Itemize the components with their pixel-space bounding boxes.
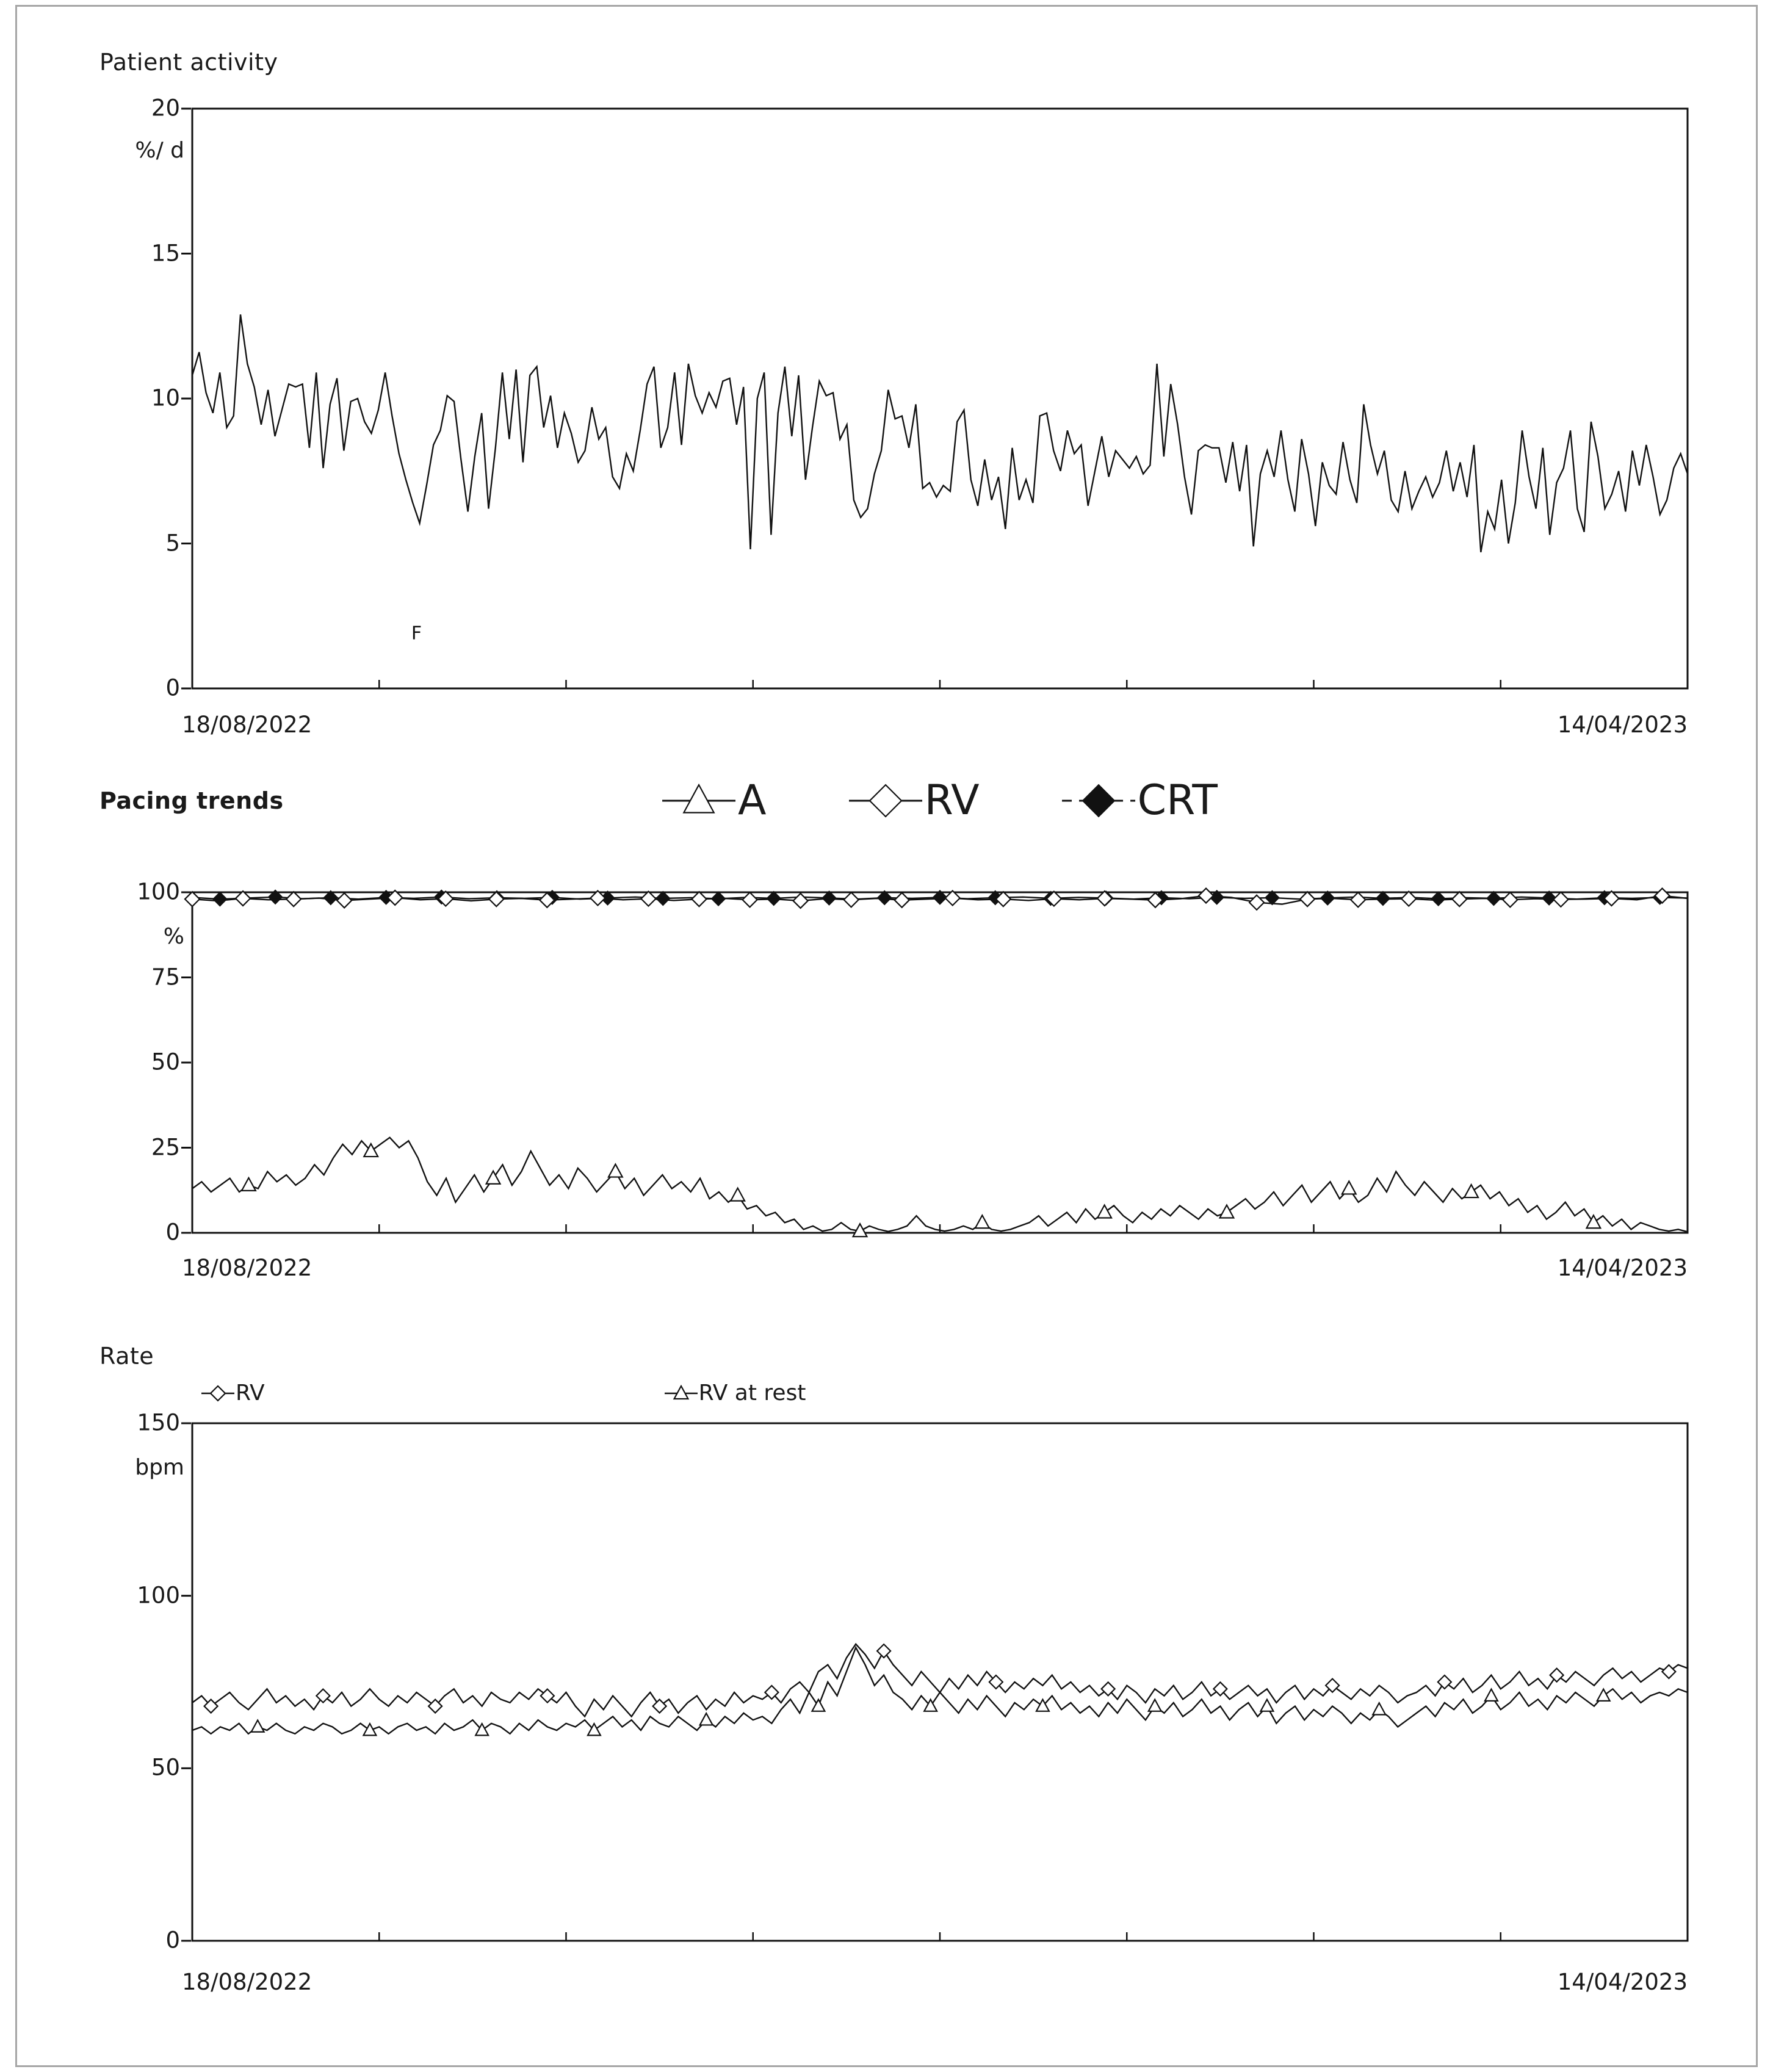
diamond-filled-legend-icon xyxy=(1062,779,1135,823)
y-axis-unit-bpm: bpm xyxy=(135,1455,184,1480)
y-tick-label: 75 xyxy=(151,964,180,991)
triangle-marker xyxy=(684,785,713,813)
y-tick-label: 150 xyxy=(137,1409,180,1436)
y-axis-unit-percent-per-day: %/ d xyxy=(135,138,184,163)
triangle-legend-icon xyxy=(662,779,735,823)
legend-label: RV at rest xyxy=(698,1381,806,1406)
y-tick-label: 0 xyxy=(165,674,180,701)
y-tick-label: 5 xyxy=(165,530,180,557)
x-axis-end-date: 14/04/2023 xyxy=(1557,1255,1688,1281)
legend-item-rv-at-rest xyxy=(665,1381,806,1406)
legend-item-rv xyxy=(201,1381,265,1406)
legend-label: A xyxy=(738,776,767,825)
rate-plot xyxy=(192,1423,1688,1941)
x-axis-end-date: 14/04/2023 xyxy=(1557,712,1688,738)
y-tick-label: 50 xyxy=(151,1049,180,1075)
y-tick-label: 25 xyxy=(151,1134,180,1161)
legend-item-a xyxy=(662,776,767,825)
y-tick-label: 10 xyxy=(151,384,180,411)
diamond-marker xyxy=(870,785,901,817)
legend-item-crt xyxy=(1062,776,1218,825)
pacing-trends-legend xyxy=(662,776,1218,825)
patient-activity-plot xyxy=(192,109,1688,688)
diamond-marker xyxy=(211,1386,225,1401)
chart-title-pacing-trends: Pacing trends xyxy=(99,787,284,814)
y-tick-label: 0 xyxy=(165,1219,180,1246)
x-axis-start-date: 18/08/2022 xyxy=(182,1255,312,1281)
diamond-filled-marker xyxy=(1083,785,1114,817)
chart-title-rate: Rate xyxy=(99,1343,154,1370)
triangle-marker xyxy=(674,1386,688,1399)
x-axis-start-date: 18/08/2022 xyxy=(182,1969,312,1995)
rate-legend xyxy=(201,1381,806,1406)
annotation-f: F xyxy=(411,623,422,644)
diamond-legend-icon xyxy=(849,779,922,823)
triangle-legend-icon xyxy=(665,1381,698,1406)
x-axis-start-date: 18/08/2022 xyxy=(182,712,312,738)
diamond-legend-icon xyxy=(201,1381,234,1406)
legend-label: RV xyxy=(924,776,980,825)
x-axis-end-date: 14/04/2023 xyxy=(1557,1969,1688,1995)
pacing-trends-plot xyxy=(192,892,1688,1233)
legend-label: RV xyxy=(236,1381,265,1406)
legend-item-rv xyxy=(849,776,980,825)
y-tick-label: 100 xyxy=(137,878,180,905)
y-tick-label: 50 xyxy=(151,1754,180,1781)
y-tick-label: 20 xyxy=(151,95,180,121)
chart-title-patient-activity: Patient activity xyxy=(99,49,278,76)
y-axis-unit-percent: % xyxy=(163,924,184,949)
y-tick-label: 0 xyxy=(165,1927,180,1954)
legend-label: CRT xyxy=(1137,776,1218,825)
y-tick-label: 100 xyxy=(137,1582,180,1609)
y-tick-label: 15 xyxy=(151,240,180,267)
